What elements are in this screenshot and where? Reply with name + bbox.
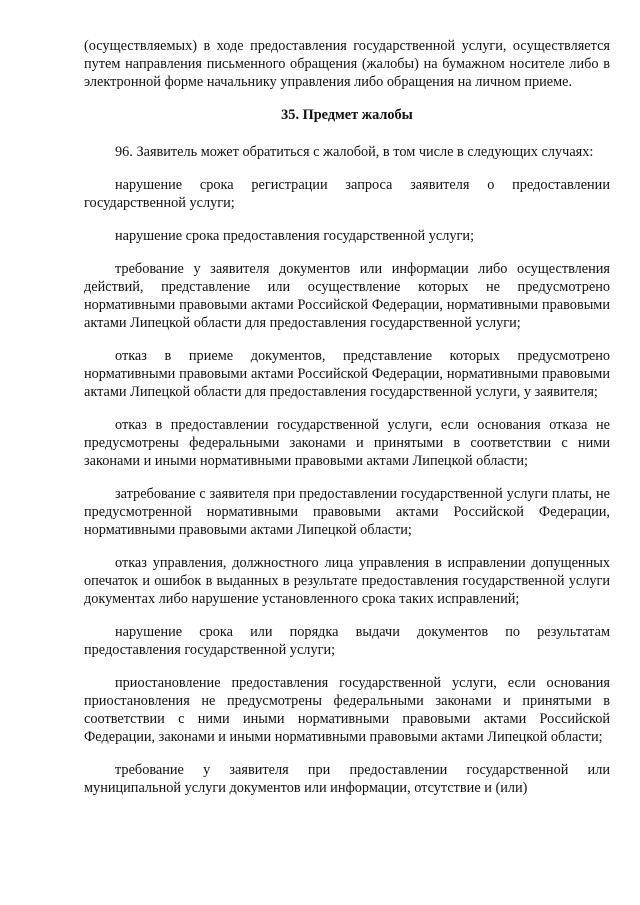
paragraph-item: нарушение срока предоставления государственной услуги;	[115, 228, 475, 244]
document-page	[84, 37, 610, 797]
paragraph-item: требование у заявителя при предоставлении государственной или муниципальной услуги документов или информации, отсутствие и (или)	[84, 762, 610, 796]
section-heading: 35. Предмет жалобы	[281, 107, 413, 123]
paragraph-item: требование у заявителя документов или информации либо осуществления действий, представление или осуществление которых не предусмотрено нормативными правовыми актами Российской Федерации, нормативными правовыми актами Липецкой области для предоставления государственной услуги;	[84, 261, 610, 331]
paragraph-item: нарушение срока регистрации запроса заявителя о предоставлении государственной услуги;	[84, 177, 610, 211]
paragraph-item: отказ в предоставлении государственной услуги, если основания отказа не предусмотрены федеральными законами и принятыми в соответствии с ними законами и иными нормативными правовыми актами Липецкой области;	[84, 417, 610, 469]
paragraph-item: нарушение срока или порядка выдачи документов по результатам предоставления государственной услуги;	[84, 624, 610, 658]
paragraph-item-96: 96. Заявитель может обратиться с жалобой, в том числе в следующих случаях:	[115, 144, 594, 160]
paragraph-item: отказ управления, должностного лица управления в исправлении допущенных опечаток и ошибок в выданных в результате предоставления государственной услуги документах либо нарушение установленного срока таких исправлений;	[84, 555, 610, 607]
paragraph-item: отказ в приеме документов, представление которых предусмотрено нормативными правовыми актами Российской Федерации, нормативными правовыми актами Липецкой области для предоставления государственной услуги, у заявителя;	[84, 348, 610, 400]
paragraph-item: приостановление предоставления государственной услуги, если основания приостановления не предусмотрены федеральными законами и принятыми в соответствии с ними иными нормативными правовыми актами Российской Федерации, законами и иными нормативными правовыми актами Липецкой области;	[84, 675, 610, 745]
paragraph-item: затребование с заявителя при предоставлении государственной услуги платы, не предусмотренной нормативными правовыми актами Российской Федерации, нормативными правовыми актами Липецкой области;	[84, 486, 610, 538]
intro-paragraph: (осуществляемых) в ходе предоставления государственной услуги, осуществляется путем направления письменного обращения (жалобы) на бумажном носителе либо в электронной форме начальнику управления либо обращения на личном приеме.	[84, 38, 610, 90]
